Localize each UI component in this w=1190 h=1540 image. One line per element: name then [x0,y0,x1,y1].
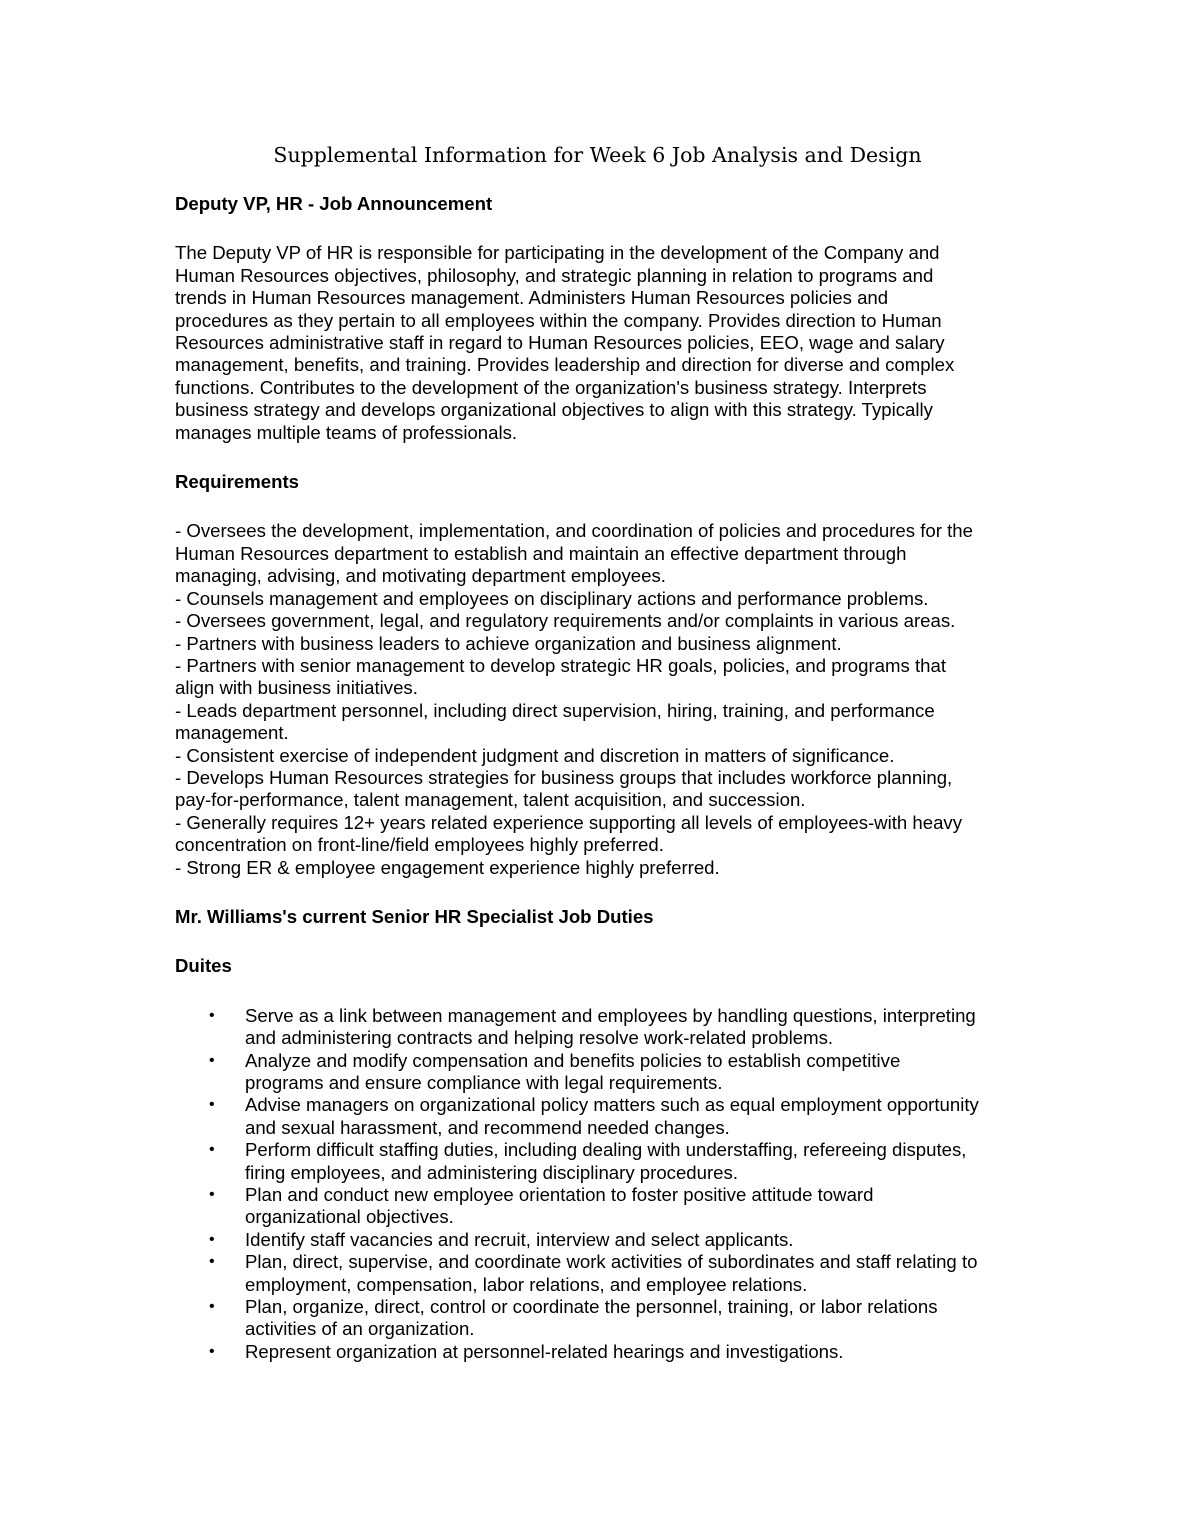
list-item [175,1050,1020,1095]
requirement-line: - Oversees government, legal, and regulatory requirements and/or complaints in various areas. [175,610,956,632]
list-item [175,1296,1020,1341]
duty-line: and administering contracts and helping resolve work-related problems. [245,1027,834,1049]
list-item [175,1094,1020,1139]
announcement-paragraph [175,242,1020,444]
paragraph-line: The Deputy VP of HR is responsible for participating in the development of the Company and [175,242,940,264]
requirement-line: - Partners with senior management to develop strategic HR goals, policies, and programs that [175,654,946,676]
paragraph-line: business strategy and develops organizational objectives to align with this strategy. Typically [175,399,933,421]
paragraph-line: procedures as they pertain to all employees within the company. Provides direction to Human [175,309,942,331]
duty-line: Perform difficult staffing duties, including dealing with understaffing, refereeing disputes, [245,1139,967,1161]
paragraph-line: functions. Contributes to the development of the organization's business strategy. Interprets [175,376,927,398]
requirement-line: - Consistent exercise of independent judgment and discretion in matters of significance. [175,744,895,766]
duty-line: programs and ensure compliance with legal requirements. [245,1072,723,1093]
spacer [175,928,1020,955]
duty-line: Serve as a link between management and employees by handling questions, interpreting [245,1004,976,1026]
duty-line: Plan, organize, direct, control or coordinate the personnel, training, or labor relations [245,1296,938,1318]
spacer [175,444,1020,471]
list-item [175,1184,1020,1229]
list-item [175,1229,1020,1251]
bullet-icon: • [209,1096,215,1114]
requirement-line: align with business initiatives. [175,677,418,699]
bullet-icon: • [209,1253,215,1271]
requirement-line: Human Resources department to establish and maintain an effective department through [175,542,907,564]
bullet-icon: • [209,1006,215,1024]
requirement-line: - Strong ER & employee engagement experience highly preferred. [175,856,720,878]
duty-line: activities of an organization. [245,1318,475,1340]
duty-line: Analyze and modify compensation and benefits policies to establish competitive [245,1049,901,1071]
page-title: Supplemental Information for Week 6 Job Analysis and Design [273,143,922,167]
requirement-line: - Leads department personnel, including direct supervision, hiring, training, and performance [175,699,935,721]
bullet-icon: • [209,1298,215,1316]
paragraph-line: Resources administrative staff in regard to Human Resources policies, EEO, wage and salary [175,332,945,354]
duty-line: Advise managers on organizational policy matters such as equal employment opportunity [245,1094,979,1116]
requirement-line: - Oversees the development, implementation, and coordination of policies and procedures for the [175,520,973,542]
requirement-line: managing, advising, and motivating department employees. [175,565,666,587]
requirement-line: pay-for-performance, talent management, talent acquisition, and succession. [175,789,806,811]
requirements-heading: Requirements [175,471,299,493]
requirements-list [175,520,1020,879]
paragraph-line: management, benefits, and training. Provides leadership and direction for diverse and complex [175,354,955,376]
requirement-line: concentration on front-line/field employees highly preferred. [175,834,664,856]
duties-heading: Duites [175,955,232,977]
current-job-heading: Mr. Williams's current Senior HR Specialist Job Duties [175,905,654,927]
duty-line: Plan, direct, supervise, and coordinate work activities of subordinates and staff relating to [245,1251,978,1273]
bullet-icon: • [209,1186,215,1204]
spacer [175,879,1020,906]
paragraph-line: manages multiple teams of professionals. [175,421,518,443]
bullet-icon: • [209,1342,215,1360]
duty-line: firing employees, and administering disciplinary procedures. [245,1161,738,1183]
requirement-line: management. [175,722,289,744]
paragraph-line: Human Resources objectives, philosophy, and strategic planning in relation to programs and [175,264,934,286]
announcement-heading: Deputy VP, HR - Job Announcement [175,193,493,214]
list-item [175,1139,1020,1184]
requirement-line: - Counsels management and employees on disciplinary actions and performance problems. [175,587,929,609]
list-item [175,1251,1020,1296]
duty-line: organizational objectives. [245,1206,454,1228]
document-page [175,140,1020,1363]
requirement-line: - Generally requires 12+ years related experience supporting all levels of employees-with heavy [175,811,963,833]
duty-line: Represent organization at personnel-related hearings and investigations. [245,1340,844,1362]
requirement-line: - Partners with business leaders to achieve organization and business alignment. [175,632,842,654]
requirement-line: - Develops Human Resources strategies for business groups that includes workforce planning, [175,766,953,788]
bullet-icon: • [209,1051,215,1069]
list-item [175,1341,1020,1363]
paragraph-line: trends in Human Resources management. Administers Human Resources policies and [175,287,889,309]
duty-line: and sexual harassment, and recommend needed changes. [245,1116,730,1138]
bullet-icon: • [209,1230,215,1248]
spacer [175,978,1020,1005]
duty-line: employment, compensation, labor relations, and employee relations. [245,1273,808,1295]
bullet-icon: • [209,1141,215,1159]
list-item [175,1005,1020,1050]
duty-line: Identify staff vacancies and recruit, interview and select applicants. [245,1228,794,1250]
spacer [175,215,1020,242]
duty-line: Plan and conduct new employee orientation to foster positive attitude toward [245,1184,874,1206]
duties-list [175,1005,1020,1364]
spacer [175,493,1020,520]
